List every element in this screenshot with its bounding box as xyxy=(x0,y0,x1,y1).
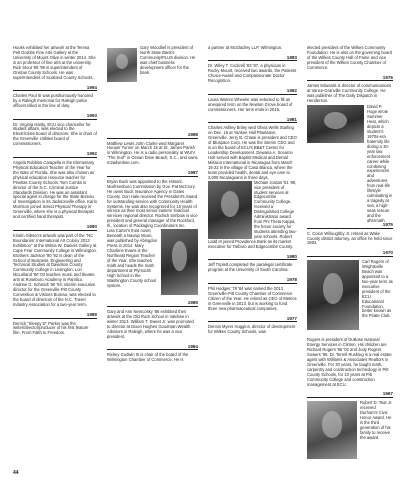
class-note-text: Charles Ashley Briley wed Olivia Wells Starling on Dec. 15 at Yankee Hall Plantation, Greenville. Jerry B. Chase is president and CEO of Bluspace Corp. He was the interim CEO and is on the board of ECU's BB&T Center for Leadership Development. Dewana A. Scearce Holt served with Baptist Medical and Dental Mission International in Nicaragua from March 15-22 in the village of Casa Blanca, where the team provided health, dental and eye care to 2,000 Nicaraguans in three days. xyxy=(208,125,297,180)
class-note-text: Charles Paul III was posthumously honored by a Raleigh memorial for Raleigh police officers killed in the line of duty. xyxy=(13,93,93,109)
class-note-text: Phil Hodges '78 '84 was named the 2013 Greenville-Pitt County Chamber of Commerce Citizen of the Year. He retired as CEO of Metrics in Greenville in 2013, but is working to fund three new pharmaceutical companies. xyxy=(208,285,297,311)
class-note-text: Angela Robbins Carapella is the Elementary Physical Education Teacher of the Year for the state of Florida. She was also chosen as physical education resource teacher for Pinellas County Schools. Tom Combs is director of the N.C. Criminal Justice Standards Division. He was an assistant special agent in charge for the State Bureau of Investigation in its Jacksonville office. Karin Morrison joined Select Physical Therapy in Greenville, where she is a physical therapist and certified hand therapist. xyxy=(13,159,97,220)
photo-caption: Michael Jordan '81 '89, vice president of student services at Edgecombe Community College, received a Distinguished College Administrator award from Phi Theta Kappa, the honor society for students attending two-year schools. Robert Ladd III joined Providence Bank as its market executive for Tarboro and Edgecombe County. xyxy=(208,180,297,249)
david-hoge-caption: David P. Hoge wrote Summer Heat, which depicts a student's 1970s-era fraternity life during a 30-year law enforcement career while combining experiences and adventures from real-life lifestyle culminating in a tragedy at sea, a high-seas rescue and the aftermath. xyxy=(367,104,393,223)
class-note-text: Dr. Virginia Hardy, ECU vice chancellor for student affairs, was elected to the ElectriCities board of directors. She is chair of the Greenville Utilities board of commissioners. xyxy=(13,121,97,147)
column-2 xyxy=(107,46,198,363)
year-heading: 1978 xyxy=(208,277,297,284)
class-note-text: Laura Warren Wheeler was selected to fill an unexpired term on the Newton Grove board of commissioners. Her term ends in 2015. xyxy=(208,96,293,112)
class-note-text: Rickey Godwin III is chair of the board of the Wilmington Chamber of Commerce. He is xyxy=(107,352,189,362)
year-1970: 1970 xyxy=(307,250,393,257)
photo-caption: Lisa Carter's third novel, Beneath a Navajo Moon, was published by Abingdon Press in 2014. Mary Charlene Evans is the Northeast Region Teacher of the Year. She teaches math and heads the math department at Plymouth High School in the Washington County school system. xyxy=(107,229,158,288)
year-heading: 1989 xyxy=(13,312,97,319)
robert-tear-caption: Robert D. Tear Jr. received Durham's Civic Honor Award. He is the third generation of his family to receive the award. xyxy=(360,399,393,440)
class-note-text: Dennis Myers Huggins, director of development for Wilkes County Schools, was xyxy=(208,324,296,335)
carl-rogers-photo xyxy=(307,260,359,330)
class-note-text: Bryan Buck was appointed to the Historic Murfreesboro Commission by Gov. Pat McCrory. He owns Buck Insurance Agency in Gates County. Don Hale received the President's Award for outstanding service with Community Health Systems. He was also recognized for 15 years of service as their most senior eastern financial services regional director. Rodrick Simbow is vice president and general manager of the Rockford, Ill., location of Packaging Coordinators Inc. xyxy=(107,178,198,229)
class-note-text: James Edwards is director of communications at Vance-Granville Community College. He was publisher of The Daily Dispatch in Henderson. xyxy=(307,83,392,104)
year-heading: 1987 xyxy=(107,170,198,177)
david-hoge-photo xyxy=(307,105,364,143)
class-note-text: Gary and Ann Nemcosky '86 exhibited their artwork at the Old Rock School in Valdese in winter 2013. William T. Sweet Jr. was promoted to director at Dixon Hughes Goodman Wealth Advisors in Raleigh, where he was a vice president. xyxy=(107,308,194,339)
class-note-text: a partner at McGladrey LLP, Wilmington. xyxy=(208,45,283,50)
class-note-text: Hooks exhibited her artwork at the Teresa Pelt Grubbs Fine Arts Gallery at the University of Mount Olive in winter 2014. She is an professor of fine arts at the university. Rick Stout '95 '99 is superintendent of Onslow County Schools. He was superintendent of Scotland County Schools. xyxy=(13,45,96,80)
year-heading: 1992 xyxy=(13,151,97,158)
year-heading: 1990 xyxy=(13,224,97,231)
column-4 xyxy=(307,46,393,461)
profile-photo xyxy=(208,181,252,239)
gary-woodlief-caption: Gary Woodlief is president of North State Bank's Community/PLUS division. He was chief business development officer for the bank. xyxy=(140,45,196,75)
carl-rogers-caption: Carl Rogers of Wrightsville Beach was appointed to a two-year term as executive president of the ECU Educational Foundation, better known as the Pirate Club. xyxy=(362,258,393,319)
class-note-text: elected president of the Wilkes Community Foundation. He is also on the governing board of the Wilkes County Hall of Fame and vice president of the Wilkes County Chamber of Commerce. xyxy=(307,45,392,70)
year-heading: 1977 xyxy=(208,316,297,323)
year-heading: 1994 xyxy=(13,85,97,92)
year-heading: 1984 xyxy=(107,344,198,351)
text-1975: C. Colon Willoughby Jr. retired as Wake County district attorney, an office he held since 1983. xyxy=(307,230,393,246)
year-heading: 1976 xyxy=(307,75,393,82)
column-3 xyxy=(208,46,297,335)
gary-woodlief-photo xyxy=(107,48,137,82)
robert-tear-photo xyxy=(307,401,357,459)
year-1967: 1967 xyxy=(307,391,393,398)
class-note-text: Matthew Lewis John Clarke wed Margaret Hooper Turner on March 15 at St. James Parish in Wilmington. He is a radio personality at WUIV "The Surf" in Ocean Drive Beach, S.C., and owns m2advertise.com. xyxy=(107,140,198,166)
page-number: 44 xyxy=(13,470,19,476)
year-1975: 1975 xyxy=(307,222,393,229)
year-heading: 1985 xyxy=(107,300,198,307)
profile-photo xyxy=(161,229,198,295)
class-note-text: Jeff Triplett completed the paralegal certificate program at the University of South Carolina. xyxy=(208,262,293,273)
class-note-text: Kristin Gibson's artwork was part of the "NC Boundaries: International Art Colony 2013 Exhibition" at the Wilma W. Daniels Gallery at Cape Fear Community College in Wilmington. Brothers Jackson '90 '92 is dean of the School of Business, Engineering and Technical Studies at Davidson County Community College in Lexington. Lori McLelland '90 '03 teaches music and theatre arts at Roseboro Academy in Pamlico. Andrew G. Schmidt '90 '93, interim executive director for the Greenville-Pitt County Convention & Visitors Bureau, was elected to the board of directors of the N.C. Travel Industry Association for a two-year term. xyxy=(13,232,97,308)
year-heading: 1982 xyxy=(208,88,297,95)
year-heading: 1983 xyxy=(208,55,297,62)
year-heading: 1980 xyxy=(208,254,297,261)
text-1970: Rogers is president of DuBose National Energy Services in Clinton. His children are Richard Rogers '96 '02 and Jody Rogers Sowers '99. Dr. Terrell Rushing is a real estate agent with Williams & Associates Realtors in Greenville. For 30 years, he taught math, carpentry and construction technology in Pitt County Schools, for 10 years at Pitt Community College and construction management at ECU. xyxy=(307,336,392,387)
column-1 xyxy=(13,46,97,336)
year-heading: 1993 xyxy=(13,113,97,120)
class-note-text: Dr. Wiley T. Cockrell '83 '87, a physician in Rocky Mount, received two awards, the Patients Choice Award and Compassionate Doctor Recognition. xyxy=(208,63,297,84)
year-heading: 1988 xyxy=(107,132,198,139)
year-heading: 1981 xyxy=(208,117,297,124)
class-note-text: Derrick "Sleepy D" Parker was the writer/director/producer of his first feature film, From Faith to Freedom. xyxy=(13,320,89,336)
